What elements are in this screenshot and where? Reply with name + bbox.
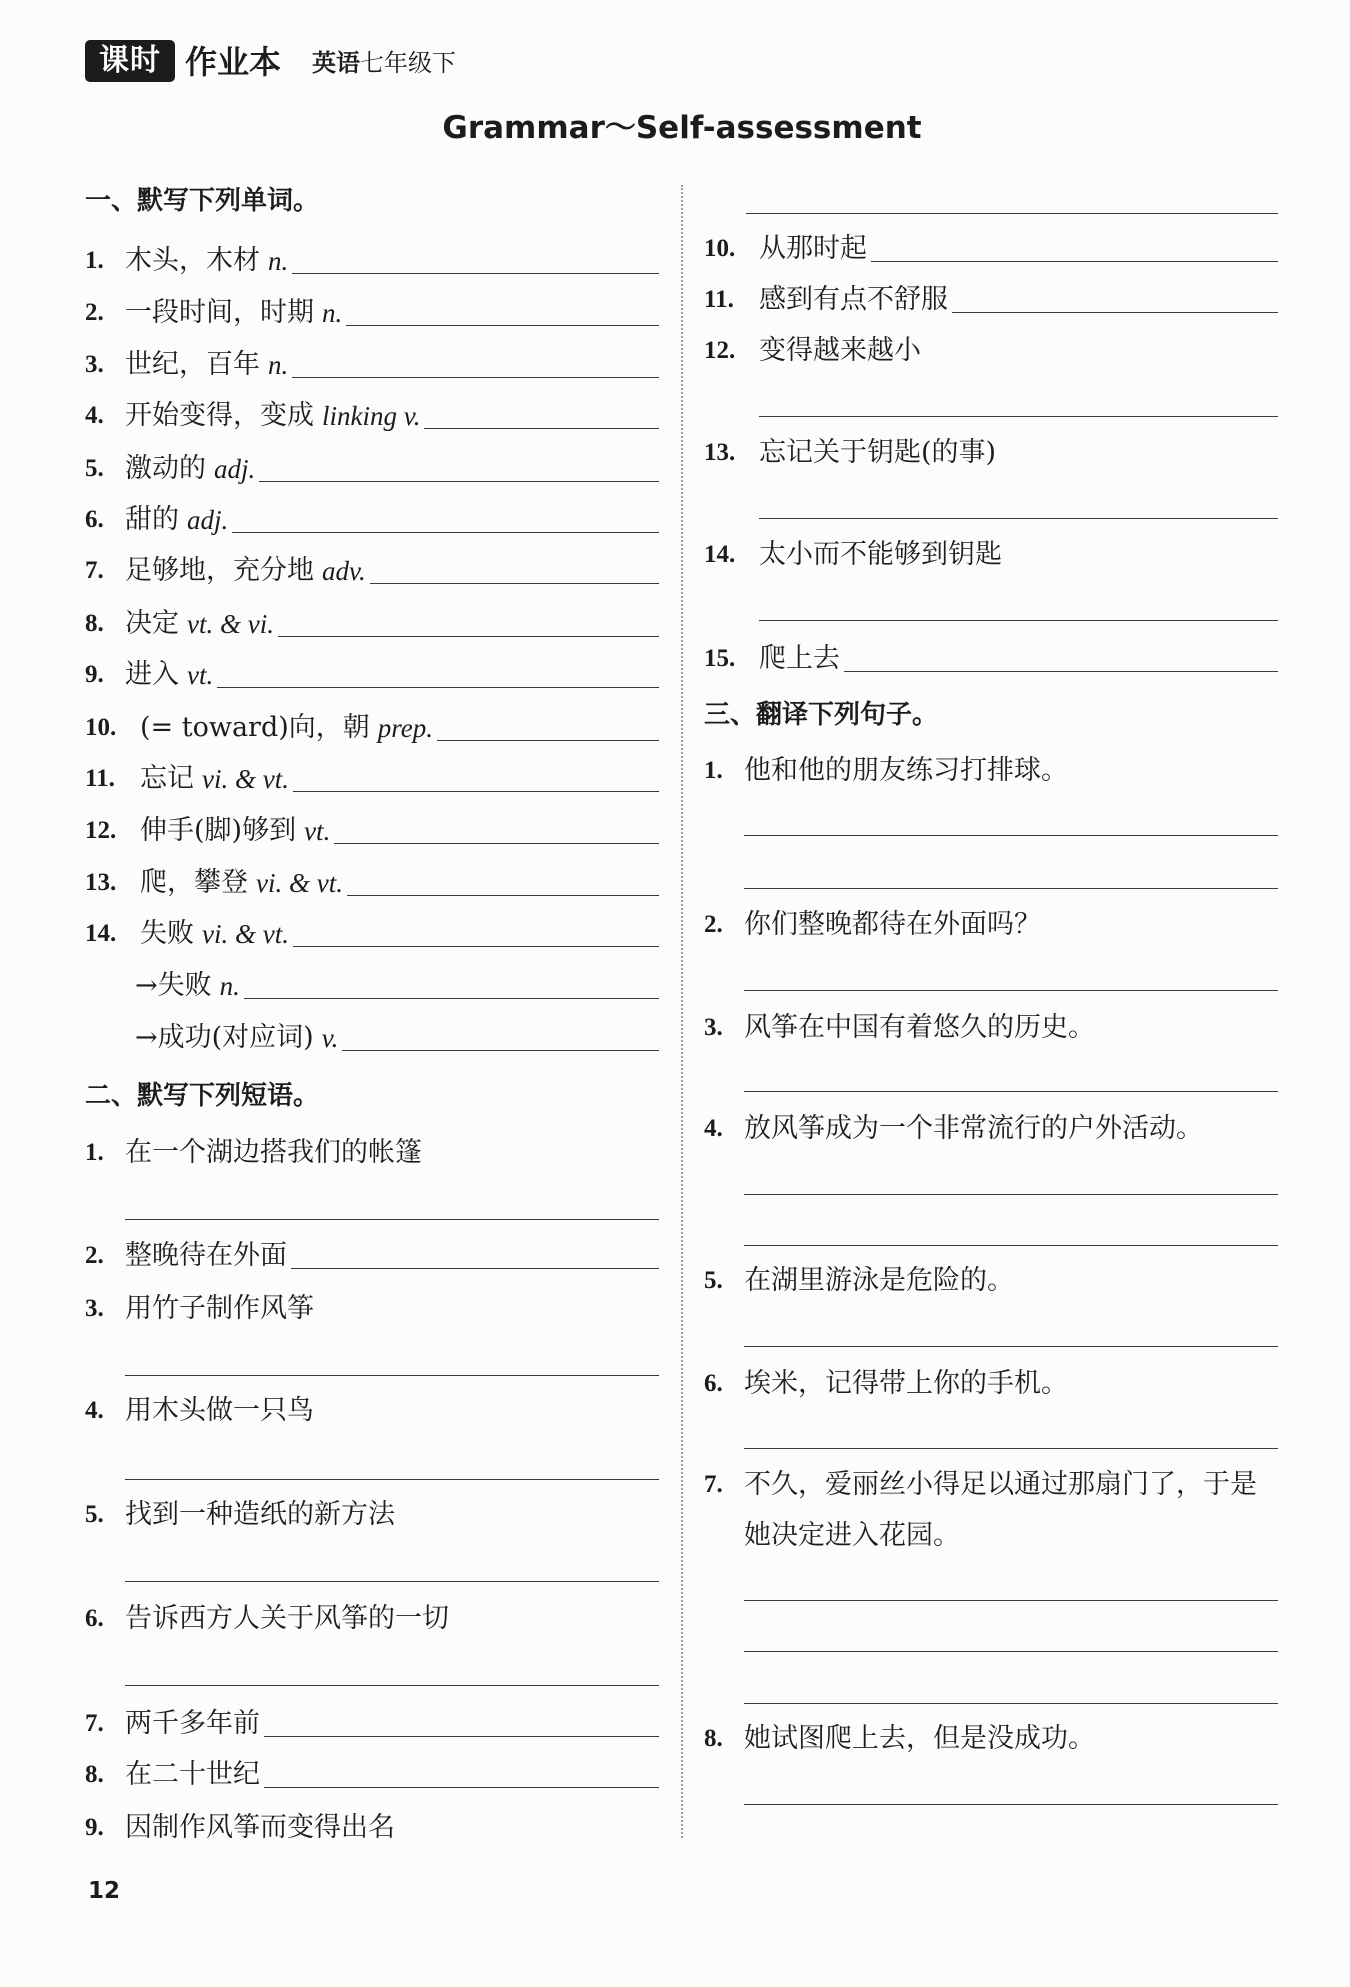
item-prompt: 放风筝成为一个非常流行的户外活动。	[744, 1113, 1203, 1144]
item-meaning: 世纪，百年	[125, 349, 260, 380]
item-number: 4.	[85, 402, 104, 429]
answer-blank	[264, 1787, 659, 1788]
item-prompt: 两千多年前	[125, 1708, 260, 1739]
item-meaning: 爬，攀登	[140, 867, 248, 898]
item-prompt: 她决定进入花园。	[744, 1520, 960, 1551]
item-meaning: 足够地，充分地	[125, 555, 314, 586]
answer-blank	[278, 636, 659, 637]
answer-blank	[347, 895, 659, 896]
answer-line	[746, 213, 1278, 214]
item-prompt: 你们整晚都待在外面吗？	[744, 909, 1041, 940]
answer-blank	[232, 532, 659, 533]
item-prompt: 忘记关于钥匙(的事)	[759, 437, 997, 468]
answer-line	[744, 1091, 1278, 1092]
item-prompt: 用竹子制作风筝	[125, 1293, 314, 1324]
answer-line	[744, 990, 1278, 991]
item-number: 2.	[704, 911, 723, 938]
item-number: 5.	[85, 455, 104, 482]
item-prompt: 找到一种造纸的新方法	[125, 1499, 395, 1530]
vocab-derived-item	[135, 966, 659, 1006]
part-of-speech: adj.	[187, 505, 229, 535]
item-number: 3.	[85, 351, 104, 378]
answer-line	[759, 620, 1278, 621]
sentence-item	[704, 1008, 1278, 1048]
grade-label: 七年级下	[360, 49, 456, 77]
sentence-item	[704, 1465, 1278, 1505]
vocab-derived-item	[135, 1018, 659, 1058]
item-number: 2.	[85, 299, 104, 326]
item-prompt: 太小而不能够到钥匙	[759, 539, 1002, 570]
vocab-item	[85, 293, 659, 333]
item-meaning: 甜的	[125, 504, 179, 535]
part-of-speech: n.	[219, 971, 240, 1001]
item-meaning: 开始变得，变成	[125, 400, 314, 431]
phrase-item	[704, 229, 1278, 269]
phrase-item	[704, 535, 1278, 575]
answer-blank	[370, 583, 659, 584]
item-number: 5.	[85, 1501, 104, 1528]
item-meaning: →失败	[135, 970, 212, 1001]
sentence-item	[704, 1364, 1278, 1404]
item-number: 5.	[704, 1267, 723, 1294]
sentence-item	[704, 751, 1278, 791]
item-meaning: 决定	[125, 608, 179, 639]
item-number: 1.	[704, 757, 723, 784]
item-number: 7.	[85, 557, 104, 584]
part-of-speech: vi. & vt.	[256, 868, 343, 898]
subject-label: 英语	[312, 49, 360, 77]
vocab-item	[85, 863, 659, 903]
item-number: 2.	[85, 1242, 104, 1269]
item-meaning: 失败	[140, 918, 194, 949]
phrase-item	[85, 1755, 659, 1795]
answer-blank	[292, 273, 659, 274]
part-of-speech: adj.	[214, 454, 256, 484]
vocab-item	[85, 500, 659, 540]
answer-blank	[293, 791, 659, 792]
vocab-item	[85, 655, 659, 695]
answer-blank	[346, 325, 659, 326]
answer-blank	[437, 740, 659, 741]
item-prompt: 感到有点不舒服	[759, 284, 948, 315]
item-number: 14.	[704, 541, 736, 568]
sentence-item	[704, 1719, 1278, 1759]
vocab-item	[85, 345, 659, 385]
item-meaning: 激动的	[125, 453, 206, 484]
item-prompt: 风筝在中国有着悠久的历史。	[744, 1012, 1095, 1043]
item-prompt: 在二十世纪	[125, 1759, 260, 1790]
answer-line	[744, 1651, 1278, 1652]
item-meaning: 进入	[125, 659, 179, 690]
answer-blank	[244, 998, 659, 999]
page-title: Grammar～Self-assessment	[442, 110, 922, 146]
column-divider	[681, 185, 683, 1838]
answer-blank	[217, 687, 659, 688]
subject-grade	[312, 44, 456, 82]
sentence-item-continuation	[744, 1516, 1278, 1556]
answer-line	[744, 1703, 1278, 1704]
phrase-item	[704, 433, 1278, 473]
item-number: 6.	[704, 1370, 723, 1397]
item-number: 7.	[704, 1471, 723, 1498]
item-prompt: 在湖里游泳是危险的。	[744, 1265, 1014, 1296]
series-name: 作业本	[185, 43, 282, 81]
item-number: 4.	[85, 1397, 104, 1424]
item-prompt: 在一个湖边搭我们的帐篷	[125, 1137, 422, 1168]
item-meaning: →成功(对应词)	[135, 1022, 314, 1053]
item-number: 1.	[85, 1139, 104, 1166]
item-number: 8.	[85, 610, 104, 637]
item-meaning: (= toward)向，朝	[140, 712, 370, 743]
answer-blank	[264, 1736, 659, 1737]
phrase-item	[704, 331, 1278, 371]
item-number: 13.	[704, 439, 736, 466]
item-prompt: 从那时起	[759, 233, 867, 264]
phrase-item	[85, 1808, 659, 1848]
item-prompt: 爬上去	[759, 643, 840, 674]
section-heading-vocab: 一、默写下列单词。	[85, 186, 320, 216]
part-of-speech: vt. & vi.	[187, 609, 274, 639]
vocab-item	[85, 914, 659, 954]
answer-blank	[844, 671, 1278, 672]
item-number: 13.	[85, 869, 117, 896]
answer-line	[744, 1448, 1278, 1449]
part-of-speech: prep.	[377, 713, 434, 743]
answer-line	[125, 1219, 659, 1220]
item-number: 14.	[85, 920, 117, 947]
item-meaning: 一段时间，时期	[125, 297, 314, 328]
answer-line	[125, 1685, 659, 1686]
answer-line	[125, 1479, 659, 1480]
item-number: 11.	[85, 765, 115, 792]
answer-line	[744, 888, 1278, 889]
phrase-item	[85, 1391, 659, 1431]
phrase-item	[85, 1599, 659, 1639]
part-of-speech: adv.	[322, 556, 366, 586]
vocab-item	[85, 759, 659, 799]
answer-line	[744, 1346, 1278, 1347]
item-number: 10.	[85, 714, 117, 741]
item-prompt: 埃米，记得带上你的手机。	[744, 1368, 1068, 1399]
answer-line	[744, 1245, 1278, 1246]
item-number: 6.	[85, 506, 104, 533]
brand-logo: 课时	[85, 40, 175, 82]
item-number: 9.	[85, 1814, 104, 1841]
item-prompt: 因制作风筝而变得出名	[125, 1812, 395, 1843]
vocab-item	[85, 551, 659, 591]
item-prompt: 他和他的朋友练习打排球。	[744, 755, 1068, 786]
item-prompt: 整晚待在外面	[125, 1240, 287, 1271]
item-number: 10.	[704, 235, 736, 262]
phrase-item	[85, 1236, 659, 1276]
part-of-speech: n.	[268, 350, 289, 380]
answer-blank	[952, 312, 1278, 313]
answer-blank	[342, 1050, 659, 1051]
item-number: 7.	[85, 1710, 104, 1737]
answer-line	[744, 1600, 1278, 1601]
phrase-item	[85, 1289, 659, 1329]
item-number: 9.	[85, 661, 104, 688]
part-of-speech: n.	[322, 298, 343, 328]
sentence-item	[704, 1261, 1278, 1301]
item-number: 12.	[704, 337, 736, 364]
item-number: 1.	[85, 247, 104, 274]
answer-blank	[293, 946, 659, 947]
answer-blank	[334, 843, 659, 844]
item-number: 3.	[85, 1295, 104, 1322]
part-of-speech: vi. & vt.	[202, 764, 289, 794]
vocab-item	[85, 604, 659, 644]
answer-line	[125, 1375, 659, 1376]
sentence-item	[704, 905, 1278, 945]
phrase-item	[85, 1495, 659, 1535]
phrase-item	[85, 1704, 659, 1744]
item-number: 3.	[704, 1014, 723, 1041]
answer-line	[744, 1804, 1278, 1805]
item-number: 4.	[704, 1115, 723, 1142]
answer-blank	[871, 261, 1278, 262]
vocab-item	[85, 811, 659, 851]
part-of-speech: vi. & vt.	[202, 919, 289, 949]
answer-line	[125, 1581, 659, 1582]
vocab-item	[85, 241, 659, 281]
sentence-item	[704, 1109, 1278, 1149]
answer-blank	[291, 1268, 659, 1269]
item-prompt: 她试图爬上去，但是没成功。	[744, 1723, 1095, 1754]
part-of-speech: linking v.	[322, 401, 421, 431]
item-number: 15.	[704, 645, 736, 672]
answer-line	[744, 1194, 1278, 1195]
item-prompt: 告诉西方人关于风筝的一切	[125, 1603, 449, 1634]
part-of-speech: vt.	[304, 816, 331, 846]
part-of-speech: vt.	[187, 660, 214, 690]
page-number: 12	[88, 1878, 121, 1904]
vocab-item	[85, 708, 659, 748]
item-meaning: 木头，木材	[125, 245, 260, 276]
phrase-item	[704, 280, 1278, 320]
answer-blank	[424, 428, 659, 429]
vocab-item	[85, 396, 659, 436]
answer-line	[759, 416, 1278, 417]
item-meaning: 伸手(脚)够到	[140, 815, 297, 846]
part-of-speech: v.	[321, 1023, 339, 1053]
answer-line	[759, 518, 1278, 519]
part-of-speech: n.	[268, 246, 289, 276]
answer-blank	[259, 481, 659, 482]
answer-line	[744, 835, 1278, 836]
answer-blank	[292, 377, 659, 378]
phrase-item	[704, 639, 1278, 679]
item-prompt: 变得越来越小	[759, 335, 921, 366]
item-number: 12.	[85, 817, 117, 844]
item-number: 11.	[704, 286, 734, 313]
item-meaning: 忘记	[140, 763, 194, 794]
section-heading-sentences: 三、翻译下列句子。	[704, 700, 939, 730]
section-heading-phrases: 二、默写下列短语。	[85, 1081, 320, 1111]
phrase-item	[85, 1133, 659, 1173]
item-number: 8.	[704, 1725, 723, 1752]
item-prompt: 用木头做一只鸟	[125, 1395, 314, 1426]
item-prompt: 不久，爱丽丝小得足以通过那扇门了，于是	[744, 1469, 1257, 1500]
vocab-item	[85, 449, 659, 489]
item-number: 8.	[85, 1761, 104, 1788]
item-number: 6.	[85, 1605, 104, 1632]
